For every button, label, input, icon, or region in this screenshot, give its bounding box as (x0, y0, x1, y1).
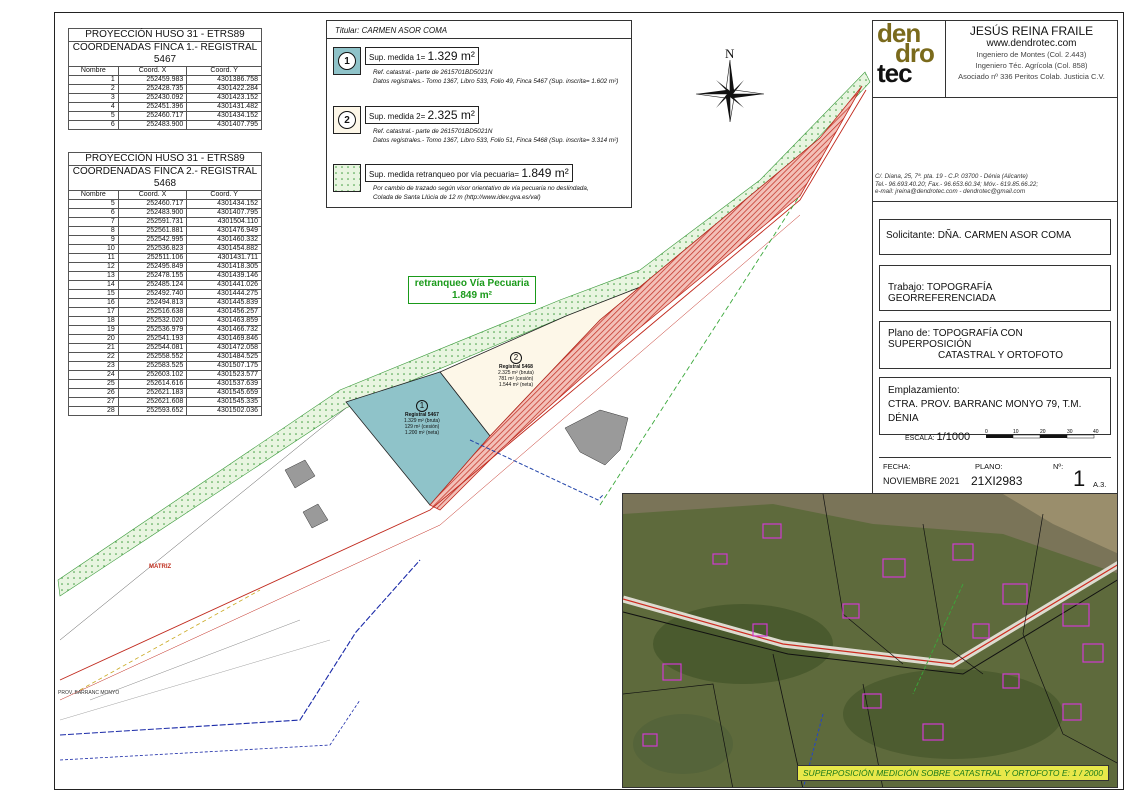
point-name-cell: 15 (69, 290, 119, 299)
scale-tick-label: 0 (985, 429, 988, 435)
table-row (69, 272, 262, 281)
dendrotec-logo (877, 18, 945, 95)
coord-y-cell: 4301434.152 (187, 112, 262, 121)
coord-y-cell: 4301407.795 (187, 209, 262, 218)
plano-label: PLANO: (975, 462, 1003, 471)
table-row (69, 94, 262, 103)
address-line: Tel.- 96.693.40.20; Fax.- 96.653.60.34; Móv.- 619.85.66.22; (875, 180, 1039, 188)
plano-box (879, 321, 1111, 369)
point-name-cell: 20 (69, 335, 119, 344)
table-row (69, 290, 262, 299)
table-row (69, 209, 262, 218)
legend-notes (373, 68, 618, 86)
table-row (69, 389, 262, 398)
table-row (69, 263, 262, 272)
coord-y-cell: 4301466.732 (187, 326, 262, 335)
coord-x-cell: 252536.979 (118, 326, 187, 335)
coord-x-cell: 252511.106 (118, 254, 187, 263)
point-name-cell: 6 (69, 121, 119, 130)
coord-x-cell: 252459.983 (118, 76, 187, 85)
coord-y-cell: 4301476.949 (187, 227, 262, 236)
point-name-cell: 26 (69, 389, 119, 398)
plano-number: 21XI2983 (971, 474, 1023, 488)
blue-road-line (60, 560, 420, 735)
table-subtitle: COORDENADAS FINCA 2.- REGISTRAL 5468 (69, 166, 262, 191)
credential: Asociado nº 336 Peritos Colab. Justicia C.V. (958, 72, 1105, 81)
point-name-cell: 24 (69, 371, 119, 380)
legend-item-3 (333, 164, 627, 204)
divider (327, 38, 631, 39)
point-name-cell: 8 (69, 227, 119, 236)
coord-y-cell: 4301484.525 (187, 353, 262, 362)
logo-text: den (877, 18, 921, 48)
table-row (69, 121, 262, 130)
coord-x-cell: 252541.193 (118, 335, 187, 344)
coord-y-cell: 4301422.284 (187, 85, 262, 94)
point-name-cell: 13 (69, 272, 119, 281)
retranqueo-title: retranqueo Vía Pecuaria (414, 278, 530, 289)
credential: Ingeniero Téc. Agrícola (Col. 858) (975, 61, 1088, 70)
coord-y-cell: 4301507.175 (187, 362, 262, 371)
table-row (69, 326, 262, 335)
coord-y-cell: 4301454.882 (187, 245, 262, 254)
coord-y-cell: 4301545.335 (187, 398, 262, 407)
table-row (69, 335, 262, 344)
coord-x-cell: 252478.155 (118, 272, 187, 281)
parcel-number-badge: 2 (338, 111, 356, 129)
logo-text: tec (877, 58, 912, 88)
legend-area-label: Sup. medida 2= (369, 112, 426, 121)
legend-notes (373, 184, 589, 202)
titular-label: Titular: CARMEN ASOR COMA (335, 26, 448, 35)
coord-x-cell: 252583.525 (118, 362, 187, 371)
coord-x-cell: 252451.396 (118, 103, 187, 112)
parcel-name: Registral 5468 (498, 364, 533, 370)
column-header: Nombre (69, 67, 119, 76)
coord-y-cell: 4301463.859 (187, 317, 262, 326)
coordinates-table-finca-2 (68, 152, 262, 416)
point-name-cell: 25 (69, 380, 119, 389)
point-name-cell: 27 (69, 398, 119, 407)
sheet-size: A.3. (1093, 480, 1107, 489)
table-title: PROYECCIÓN HUSO 31 - ETRS89 (69, 153, 262, 166)
point-name-cell: 6 (69, 209, 119, 218)
matriz-label: MATRIZ (149, 564, 172, 570)
table-row (69, 254, 262, 263)
table-row (69, 380, 262, 389)
table-title: PROYECCIÓN HUSO 31 - ETRS89 (69, 29, 262, 42)
building-3 (565, 410, 628, 465)
parcel-name: Registral 5467 (404, 412, 439, 418)
emplazamiento-value: CTRA. PROV. BARRANC MONYO 79, T.M. DÉNIA (888, 399, 1082, 424)
parcel-number-badge: 1 (338, 52, 356, 70)
legend-area-label: Sup. medida 1= (369, 53, 426, 62)
coord-x-cell: 252603.102 (118, 371, 187, 380)
parcel-2-label (498, 352, 534, 388)
legend-swatch-via-pecuaria (333, 164, 361, 192)
blue-road-line-2 (60, 700, 360, 760)
scale-label: ESCALA: (905, 435, 935, 442)
coord-x-cell: 252614.616 (118, 380, 187, 389)
point-name-cell: 11 (69, 254, 119, 263)
table-row (69, 236, 262, 245)
firm-info (945, 21, 1117, 97)
grey-line-lower (60, 640, 330, 720)
coord-y-cell: 4301431.711 (187, 254, 262, 263)
orthophoto-overlay (622, 493, 1118, 788)
coord-x-cell: 252494.813 (118, 299, 187, 308)
retranqueo-label (408, 276, 536, 304)
scale-tick-label: 40 (1093, 429, 1099, 435)
table-row (69, 398, 262, 407)
credential: Ingeniero de Montes (Col. 2.443) (976, 50, 1087, 59)
legend-note: Ref. catastral.- parte de 2615701BD5021N (373, 69, 493, 76)
orthophoto-caption: SUPERPOSICIÓN MEDICIÓN SOBRE CATASTRAL Y ORTOFOTO E: 1 / 2000 (797, 765, 1109, 781)
table-row (69, 407, 262, 416)
address-line: e-mail: jreina@dendrotec.com - dendrotec@gmail.com (875, 188, 1026, 195)
column-header: Coord. X (118, 191, 187, 200)
sheet-number: 1 (1073, 466, 1086, 491)
point-name-cell: 19 (69, 326, 119, 335)
coord-x-cell: 252621.183 (118, 389, 187, 398)
yellow-dashed (80, 590, 260, 690)
plano-line: Plano de: TOPOGRAFÍA CON SUPERPOSICIÓN (888, 328, 1023, 350)
sheet-number-label: Nº: (1053, 462, 1064, 471)
parcel-number-badge: 1 (416, 400, 428, 412)
coord-y-cell: 4301423.152 (187, 94, 262, 103)
coord-y-cell: 4301460.332 (187, 236, 262, 245)
coord-x-cell: 252532.020 (118, 317, 187, 326)
column-header: Coord. Y (187, 191, 262, 200)
logo-text: dro (895, 38, 934, 68)
coord-y-cell: 4301434.152 (187, 200, 262, 209)
point-name-cell: 21 (69, 344, 119, 353)
parcel-1-label (404, 400, 440, 436)
table-row (69, 103, 262, 112)
scale-tick-label: 20 (1040, 429, 1046, 435)
boundary-line-left (60, 408, 346, 640)
coord-x-cell: 252593.652 (118, 407, 187, 416)
point-name-cell: 22 (69, 353, 119, 362)
coord-x-cell: 252492.740 (118, 290, 187, 299)
solicitante-box: Solicitante: DÑA. CARMEN ASOR COMA (879, 219, 1111, 255)
coord-y-cell: 4301504.110 (187, 218, 262, 227)
firm-address (875, 173, 1115, 196)
column-header: Coord. X (118, 67, 187, 76)
table-row (69, 362, 262, 371)
point-name-cell: 18 (69, 317, 119, 326)
divider (873, 97, 1117, 98)
coord-y-cell: 4301472.058 (187, 344, 262, 353)
scale-text (905, 431, 970, 443)
table-row (69, 344, 262, 353)
legend-note: Por cambio de trazado según visor orientativo de vía pecuaria no deslindada, (373, 185, 589, 192)
legend-swatch-parcel-2 (333, 106, 361, 134)
table-row (69, 281, 262, 290)
orthophoto-image (623, 494, 1118, 788)
legend-area-box (365, 47, 479, 65)
coord-y-cell: 4301418.305 (187, 263, 262, 272)
coord-x-cell: 252460.717 (118, 112, 187, 121)
point-name-cell: 1 (69, 76, 119, 85)
table-row (69, 200, 262, 209)
legend-note: Datos registrales.- Tomo 1367, Libro 533, Folio 49, Finca 5467 (Sup. inscrita= 1.602 m²) (373, 78, 619, 85)
scale-tick-label: 30 (1067, 429, 1073, 435)
coord-y-cell: 4301456.257 (187, 308, 262, 317)
coord-x-cell: 252483.900 (118, 209, 187, 218)
coord-y-cell: 4301445.839 (187, 299, 262, 308)
coord-y-cell: 4301386.758 (187, 76, 262, 85)
coord-y-cell: 4301523.577 (187, 371, 262, 380)
point-name-cell: 16 (69, 299, 119, 308)
point-name-cell: 2 (69, 85, 119, 94)
legend-note: Ref. catastral.- parte de 2615701BD5021N (373, 128, 493, 135)
road-label: PROV. BARRANC MONYO (58, 690, 120, 696)
legend-notes (373, 127, 618, 145)
plano-line: CATASTRAL Y ORTOFOTO (938, 350, 1064, 361)
title-block (872, 20, 1118, 495)
legend-area-label: Sup. medida retranqueo por vía pecuaria= (369, 170, 520, 179)
north-arrow (694, 46, 766, 122)
coord-y-cell: 4301537.639 (187, 380, 262, 389)
column-header: Coord. Y (187, 67, 262, 76)
parcel-area-line: 1.329 m² (bruta) (404, 418, 440, 424)
coord-x-cell: 252483.900 (118, 121, 187, 130)
coord-x-cell: 252591.731 (118, 218, 187, 227)
fecha-value: NOVIEMBRE 2021 (883, 476, 960, 486)
parcel-number-badge: 2 (510, 352, 522, 364)
coord-x-cell: 252544.081 (118, 344, 187, 353)
legend-item-1 (333, 47, 627, 95)
coord-x-cell: 252558.552 (118, 353, 187, 362)
coord-y-cell: 4301545.659 (187, 389, 262, 398)
plan-footer (879, 457, 1111, 494)
table-row (69, 227, 262, 236)
parcel-area-line: 2.325 m² (bruta) (498, 370, 534, 376)
legend-area-box (365, 164, 573, 182)
point-name-cell: 28 (69, 407, 119, 416)
legend-area-value: 1.329 m² (427, 49, 475, 63)
compass-rose-icon (694, 46, 766, 122)
coord-y-cell: 4301444.275 (187, 290, 262, 299)
legend-note: Datos registrales.- Tomo 1367, Libro 533, Folio 51, Finca 5468 (Sup. inscrita= 3.314 m²) (373, 137, 619, 144)
coord-y-cell: 4301469.846 (187, 335, 262, 344)
table-row (69, 218, 262, 227)
table-row (69, 299, 262, 308)
table-row (69, 85, 262, 94)
legend-area-value: 2.325 m² (427, 108, 475, 122)
trabajo-box: Trabajo: TOPOGRAFÍA GEORREFERENCIADA (879, 265, 1111, 311)
point-name-cell: 23 (69, 362, 119, 371)
legend-area-box (365, 106, 479, 124)
column-header: Nombre (69, 191, 119, 200)
coord-x-cell: 252485.124 (118, 281, 187, 290)
scale-tick-label: 10 (1013, 429, 1019, 435)
building-2 (303, 504, 328, 528)
legend-box (326, 20, 632, 208)
table-row (69, 76, 262, 85)
table-row (69, 112, 262, 121)
table-row (69, 308, 262, 317)
engineer-name: JESÚS REINA FRAILE (969, 24, 1094, 38)
emplazamiento-label: Emplazamiento: (888, 385, 960, 396)
coord-x-cell: 252460.717 (118, 200, 187, 209)
coord-x-cell: 252536.823 (118, 245, 187, 254)
retranqueo-area: 1.849 m² (451, 290, 493, 301)
parcel-area-line: 1.544 m² (neta) (498, 382, 534, 388)
coord-x-cell: 252621.608 (118, 398, 187, 407)
point-name-cell: 14 (69, 281, 119, 290)
coord-y-cell: 4301441.026 (187, 281, 262, 290)
address-line: C/. Diana, 25, 7ª. pta. 19 - C.P. 03700 - Dénia (Alicante) (875, 173, 1028, 180)
coord-y-cell: 4301439.146 (187, 272, 262, 281)
divider (873, 201, 1117, 202)
point-name-cell: 5 (69, 200, 119, 209)
point-name-cell: 17 (69, 308, 119, 317)
dark-line-lower (90, 620, 300, 700)
coord-x-cell: 252495.849 (118, 263, 187, 272)
coord-x-cell: 252542.995 (118, 236, 187, 245)
table-subtitle: COORDENADAS FINCA 1.- REGISTRAL 5467 (69, 42, 262, 67)
coord-x-cell: 252428.735 (118, 85, 187, 94)
table-row (69, 371, 262, 380)
scale-value: 1/1000 (936, 431, 971, 443)
point-name-cell: 7 (69, 218, 119, 227)
parcel-area-line: 1.200 m² (neta) (404, 430, 440, 436)
parcel-area-line: 129 m² (cesión) (404, 424, 440, 430)
coord-y-cell: 4301431.482 (187, 103, 262, 112)
point-name-cell: 4 (69, 103, 119, 112)
firm-website: www.dendrotec.com (986, 38, 1077, 49)
legend-swatch-parcel-1 (333, 47, 361, 75)
table-row (69, 353, 262, 362)
legend-note: Colada de Santa Llúcia de 12 m (http://www.idev.gva.es/val) (373, 194, 541, 201)
scale-bar (985, 427, 1103, 441)
point-name-cell: 10 (69, 245, 119, 254)
coordinates-table-finca-1 (68, 28, 262, 130)
legend-item-2 (333, 106, 627, 154)
table-row (69, 317, 262, 326)
north-label: N (725, 46, 735, 61)
coord-x-cell: 252430.092 (118, 94, 187, 103)
table-row (69, 245, 262, 254)
building-1 (285, 460, 315, 488)
coord-x-cell: 252516.638 (118, 308, 187, 317)
point-name-cell: 9 (69, 236, 119, 245)
coord-y-cell: 4301502.036 (187, 407, 262, 416)
fecha-label: FECHA: (883, 462, 911, 471)
coord-x-cell: 252561.881 (118, 227, 187, 236)
point-name-cell: 12 (69, 263, 119, 272)
legend-area-value: 1.849 m² (521, 166, 569, 180)
point-name-cell: 3 (69, 94, 119, 103)
coord-y-cell: 4301407.795 (187, 121, 262, 130)
point-name-cell: 5 (69, 112, 119, 121)
parcel-area-line: 781 m² (cesión) (498, 376, 534, 382)
